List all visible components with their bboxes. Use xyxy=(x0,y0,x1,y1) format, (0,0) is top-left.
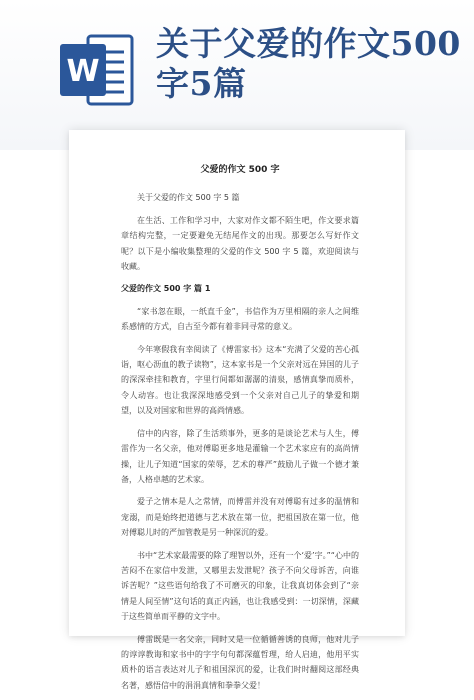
document-body xyxy=(121,163,359,700)
doc-paragraph: 傅雷既是一名父亲，同时又是一位循循善诱的良师，他对儿子的谆谆教诲和家书中的字字句句都深蕴哲理，给人启迪，他用平实质朴的语言表达对儿子和祖国深沉的爱，让我们时时翻阅这部经典名著，感悟信中的涓涓真情和拳拳父爱！ xyxy=(121,634,359,690)
word-logo-letter: W xyxy=(66,54,100,89)
page-banner xyxy=(0,0,474,150)
document-title: 父爱的作文 500 字 xyxy=(200,165,280,175)
document-page xyxy=(69,130,405,690)
doc-paragraph: 关于父爱的作文 500 字 5 篇 xyxy=(137,193,240,203)
doc-paragraph: 在生活、工作和学习中，大家对作文都不陌生吧，作文要求篇章结构完整，一定要避免无结尾作文的出现。那要怎么写好作文呢？以下是小编收集整理的父爱的作文 500 字 5 篇，欢迎阅读与收藏。 xyxy=(121,215,359,272)
banner-title: 关于父爱的作文500字5篇 xyxy=(156,24,461,103)
doc-paragraph: 书中“艺术家最需要的除了理智以外，还有一个‘爱’字。”“心中的苦闷不在家信中发泄，又哪里去发泄呢？孩子不向父母诉苦，向谁诉苦呢？”这些语句给我了不可磨灭的印象，让我真切体会到了“亲情是人间至情”这句话的真正内涵，也让我感受到：一切深情，深藏于这些简单而平静的文字中。 xyxy=(121,550,359,622)
doc-paragraph: 爱子之情本是人之常情，而傅雷并没有对傅聪有过多的温情和宠溺，而是始终把道德与艺术放在第一位，把祖国放在第一位，他对傅聪儿时的严加管教是另一种深沉的爱。 xyxy=(121,497,359,538)
section-heading: 父爱的作文 500 字 篇 1 xyxy=(121,284,211,294)
word-document-icon xyxy=(58,30,136,110)
doc-paragraph: 今年寒假我有幸阅读了《傅雷家书》这本“充满了父爱的苦心孤诣，呕心沥血的教子读物”，这本家书是一个父亲对远在异国的儿子的深深牵挂和教育，字里行间都如潺潺的清泉，感情真挚而质朴，令人动容。也让我深深地感受到一个父亲对自己儿子的挚爱和期望，以及对国家和世界的高尚情感。 xyxy=(121,344,359,416)
doc-paragraph: 信中的内容，除了生活琐事外，更多的是谈论艺术与人生，傅雷作为一名父亲，他对傅聪更多地是灌输一个艺术家应有的高尚情操，让儿子知道“国家的荣辱，艺术的尊严”鼓励儿子做一个德才兼备，人格卓越的艺术家。 xyxy=(121,428,359,484)
doc-paragraph: “家书忽在眼，一纸直千金”，书信作为万里相隔的亲人之间维系感情的方式，自古至今都有着非同寻常的意义。 xyxy=(121,306,359,332)
